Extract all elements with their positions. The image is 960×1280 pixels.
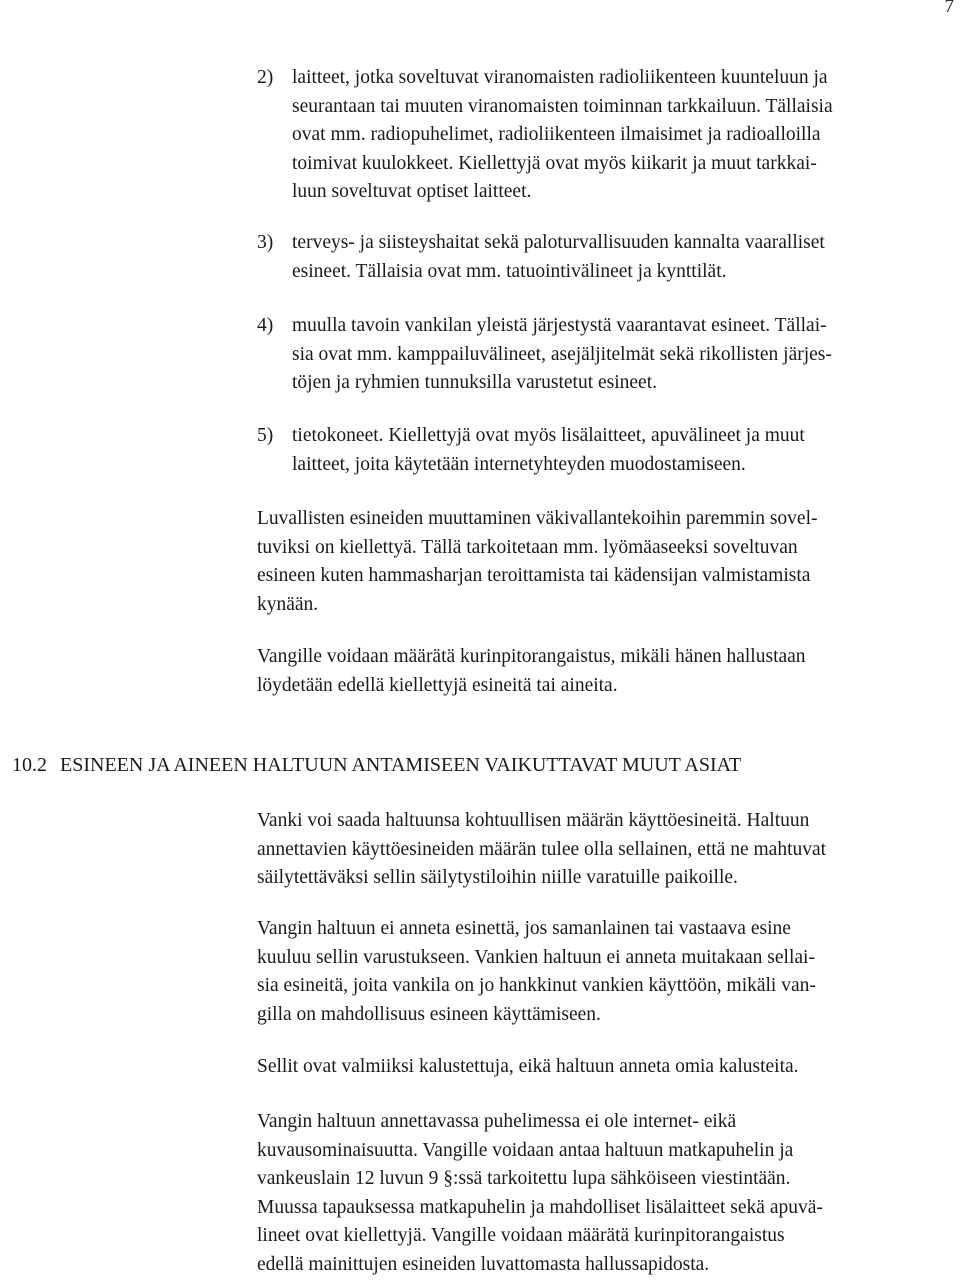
- paragraph: [257, 505, 957, 619]
- text-line: Vangin haltuun ei anneta esinettä, jos samanlainen tai vastaava esine: [257, 918, 791, 939]
- list-item-text: [292, 229, 957, 286]
- list-item-text: [292, 312, 957, 398]
- text-line: vankeuslain 12 luvun 9 §:ssä tarkoitettu lupa sähköiseen viestintään.: [257, 1168, 791, 1190]
- list-item-text: [292, 64, 957, 207]
- text-line: ovat mm. radiopuhelimet, radioliikenteen ilmaisimet ja radioalloilla: [292, 124, 821, 146]
- text-line: seurantaan tai muuten viranomaisten toiminnan tarkkailuun. Tällaisia: [292, 95, 833, 117]
- list-item-number: 3): [257, 232, 274, 253]
- text-line: muulla tavoin vankilan yleistä järjestystä vaarantavat esineet. Tällai-: [292, 315, 827, 336]
- text-line: Vangille voidaan määrätä kurinpitorangaistus, mikäli hänen hallustaan: [257, 646, 806, 667]
- text-line: säilytettäväksi sellin säilytystiloihin niille varatuille paikoille.: [257, 867, 738, 889]
- paragraph: [257, 807, 957, 893]
- page-number: 7: [944, 0, 954, 17]
- list-item-text: [292, 422, 957, 479]
- section-number: 10.2: [12, 754, 47, 776]
- text-line: gilla on mahdollisuus esineen käyttämiseen.: [257, 1003, 601, 1025]
- section-heading: [12, 751, 952, 779]
- text-line: Vanki voi saada haltuunsa kohtuullisen määrän käyttöesineitä. Haltuun: [257, 810, 810, 831]
- text-line: terveys- ja siisteyshaitat sekä paloturvallisuuden kannalta vaaralliset: [292, 232, 825, 253]
- text-line: Muussa tapauksessa matkapuhelin ja mahdolliset lisälaitteet sekä apuvä-: [257, 1196, 823, 1218]
- text-line: esineen kuten hammasharjan teroittamista tai kädensijan valmistamista: [257, 565, 811, 587]
- text-line: luun soveltuvat optiset laitteet.: [292, 181, 532, 203]
- text-line: laitteet, joita käytetään internetyhteyden muodostamiseen.: [292, 453, 746, 475]
- text-line: laitteet, jotka soveltuvat viranomaisten radioliikenteen kuunteluun ja: [292, 67, 828, 88]
- paragraph: [257, 643, 957, 700]
- text-line: kuuluu sellin varustukseen. Vankien haltuun ei anneta muitakaan sellai-: [257, 946, 815, 968]
- section-title: ESINEEN JA AINEEN HALTUUN ANTAMISEEN VAIKUTTAVAT MUUT ASIAT: [60, 754, 742, 776]
- list-item-number: 2): [257, 67, 274, 88]
- list-item-number: 5): [257, 425, 274, 446]
- text-line: löydetään edellä kiellettyjä esineitä tai aineita.: [257, 674, 618, 696]
- list-item-number: 4): [257, 315, 274, 336]
- text-line: sia esineitä, joita vankila on jo hankkinut vankien käyttöön, mikäli van-: [257, 975, 816, 997]
- paragraph: [257, 1108, 957, 1280]
- list-item-4: [257, 312, 957, 398]
- text-line: annettavien käyttöesineiden määrän tulee olla sellainen, että ne mahtuvat: [257, 838, 827, 860]
- text-line: kuvausominaisuutta. Vangille voidaan antaa haltuun matkapuhelin ja: [257, 1139, 794, 1161]
- text-line: Vangin haltuun annettavassa puhelimessa ei ole internet- eikä: [257, 1111, 737, 1132]
- text-line: edellä mainittujen esineiden luvattomasta hallussapidosta.: [257, 1253, 710, 1275]
- text-line: töjen ja ryhmien tunnuksilla varustetut esineet.: [292, 372, 657, 394]
- text-line: lineet ovat kiellettyjä. Vangille voidaan määrätä kurinpitorangaistus: [257, 1225, 785, 1247]
- text-line: kynään.: [257, 593, 319, 615]
- list-item-2: [257, 64, 957, 207]
- paragraph: [257, 915, 957, 1029]
- list-item-5: [257, 422, 957, 479]
- text-line: toimivat kuulokkeet. Kiellettyjä ovat myös kiikarit ja muut tarkkai-: [292, 152, 817, 174]
- text-line: Luvallisten esineiden muuttaminen väkivallantekoihin paremmin sovel-: [257, 508, 818, 529]
- text-line: esineet. Tällaisia ovat mm. tatuointivälineet ja kynttilät.: [292, 260, 727, 282]
- text-line: tietokoneet. Kiellettyjä ovat myös lisälaitteet, apuvälineet ja muut: [292, 425, 805, 446]
- paragraph: [257, 1053, 957, 1082]
- text-line: Sellit ovat valmiiksi kalustettuja, eikä haltuun anneta omia kalusteita.: [257, 1056, 799, 1077]
- text-line: sia ovat mm. kamppailuvälineet, asejäljitelmät sekä rikollisten järjes-: [292, 343, 832, 365]
- text-line: tuviksi on kiellettyä. Tällä tarkoitetaan mm. lyömäaseeksi soveltuvan: [257, 536, 798, 558]
- list-item-3: [257, 229, 957, 286]
